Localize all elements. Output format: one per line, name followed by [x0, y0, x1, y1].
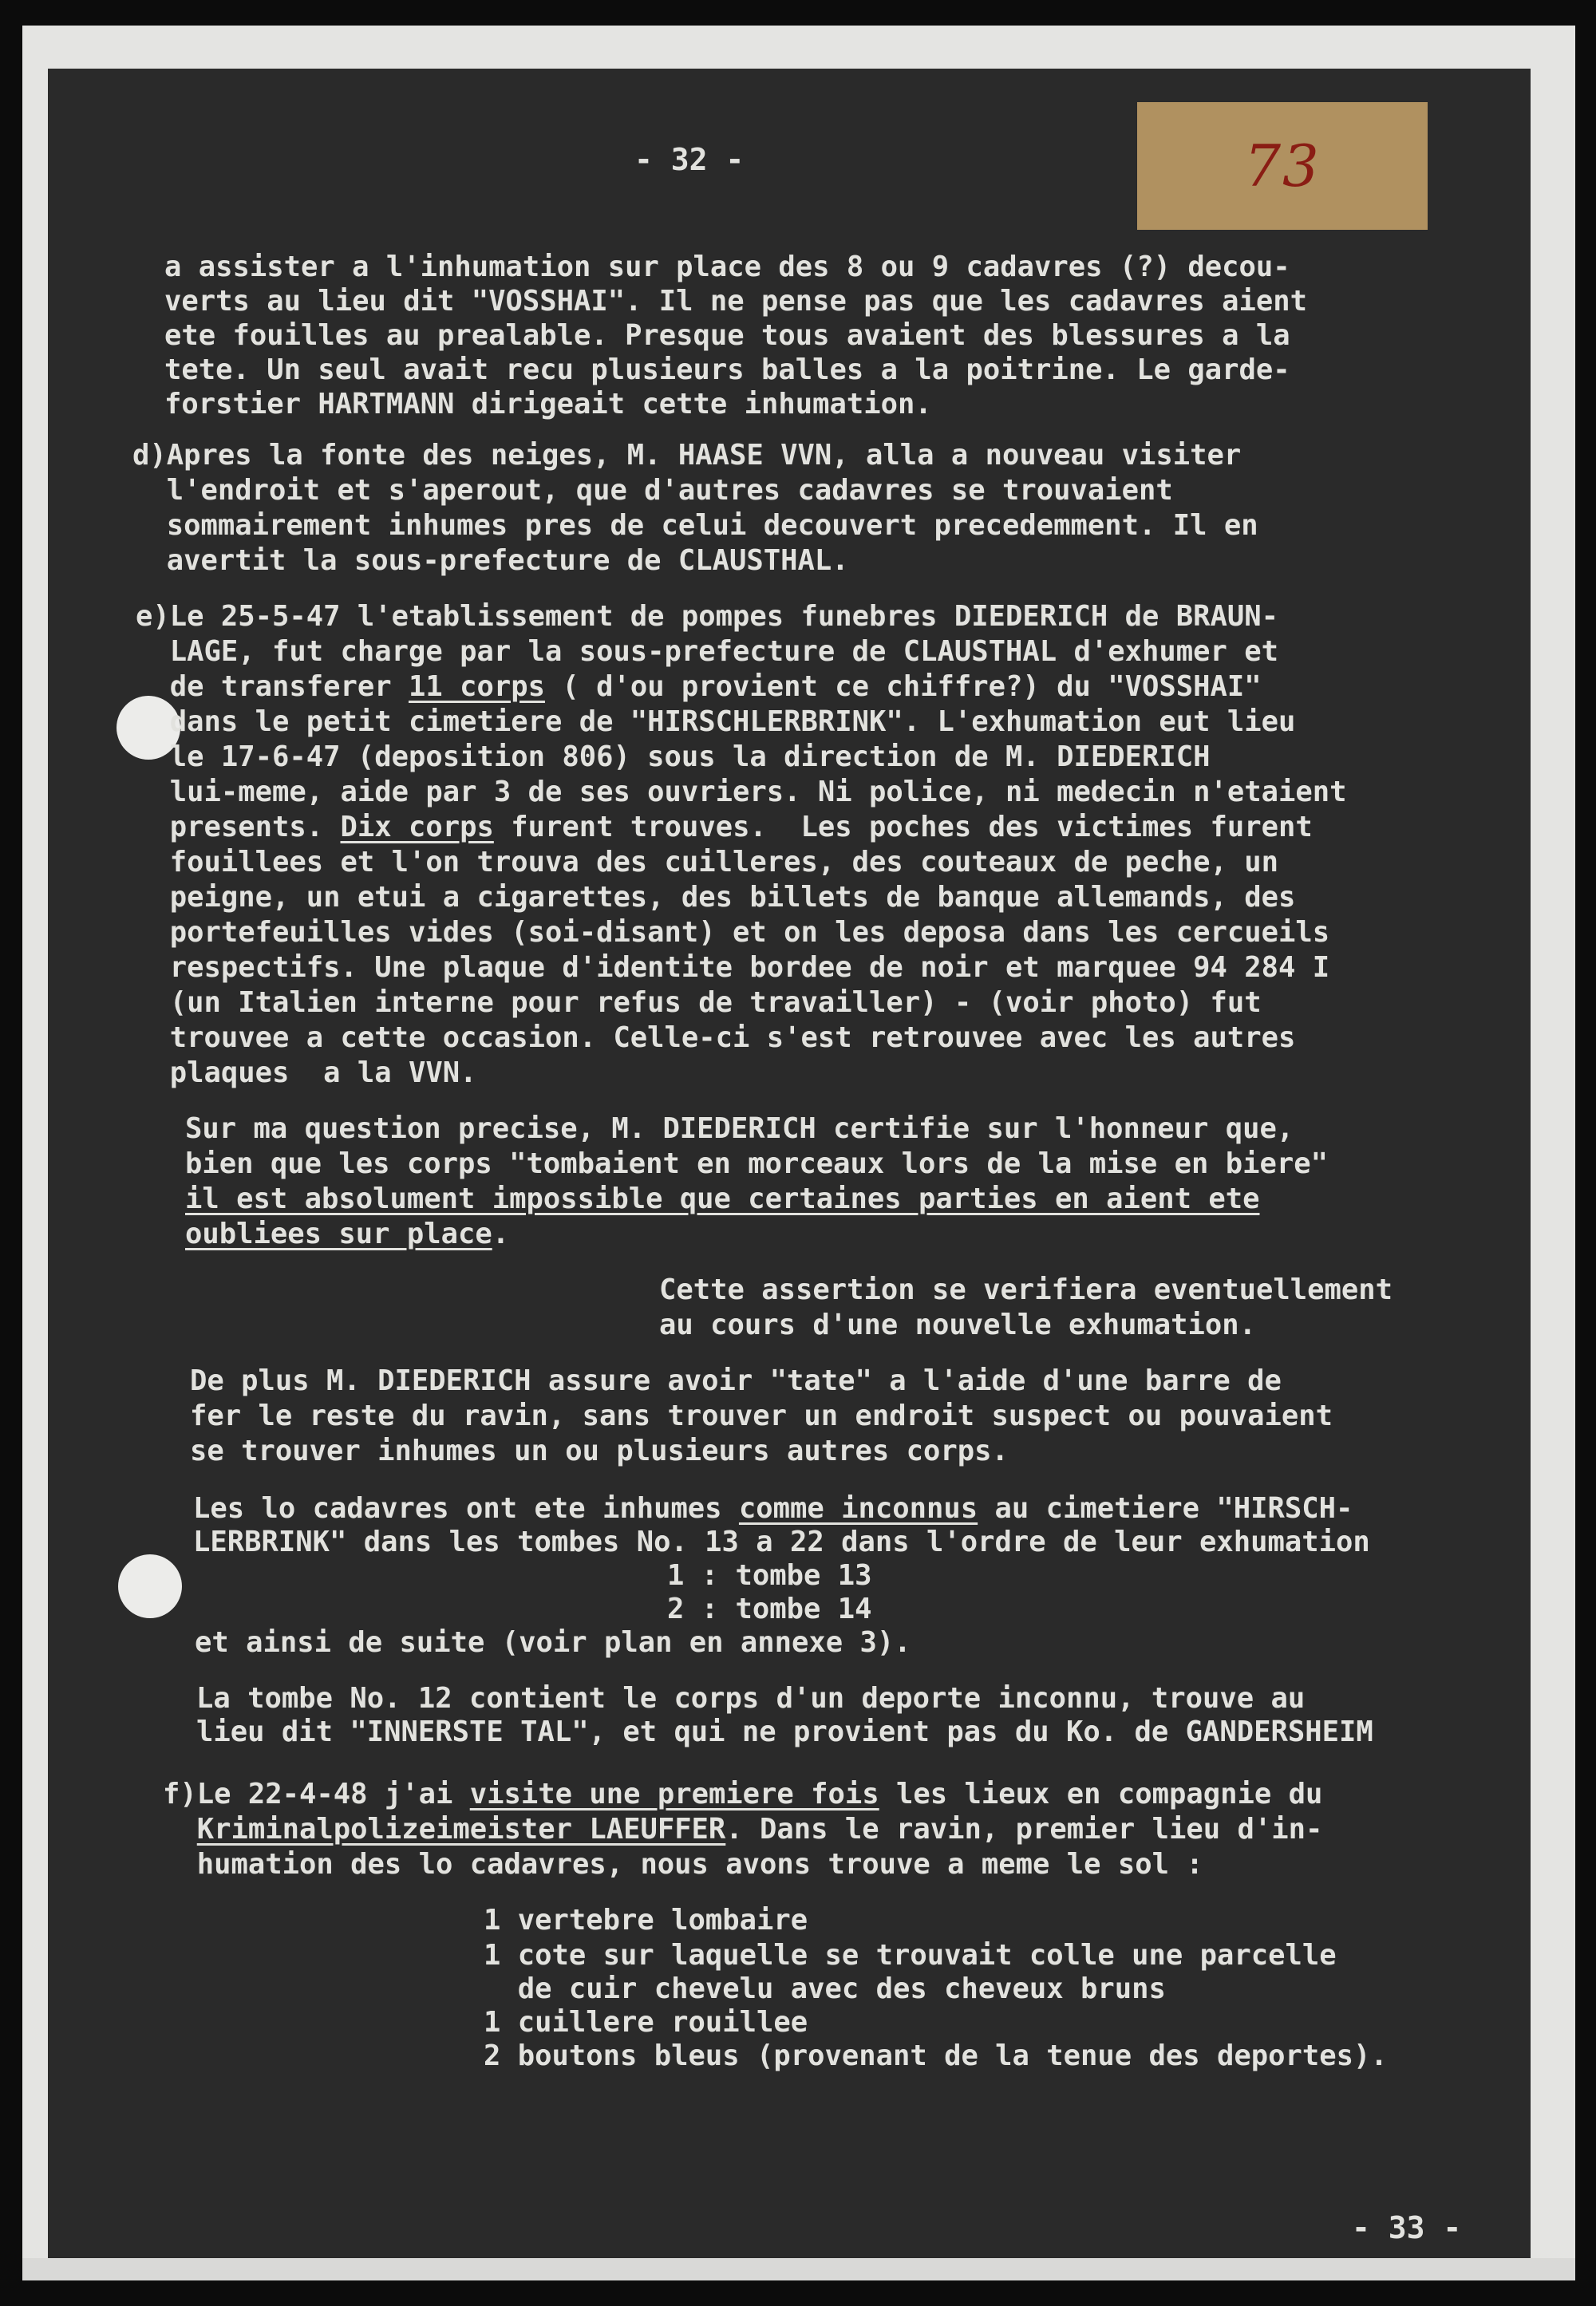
text-line: et ainsi de suite (voir plan en annexe 3).: [195, 1626, 911, 1659]
list-item: 1 vertebre lombaire: [484, 1904, 808, 1937]
text-line: presents. Dix corps furent trouves. Les poches des victimes furent: [136, 811, 1313, 843]
underlined-text: Dix corps: [340, 811, 494, 843]
text-line: peigne, un etui a cigarettes, des billets de banque allemands, des: [136, 881, 1296, 914]
text-line: sommairement inhumes pres de celui decouvert precedemment. Il en: [132, 509, 1258, 542]
text-line: bien que les corps "tombaient en morceaux lors de la mise en biere": [185, 1147, 1328, 1180]
next-page-number: - 33 -: [1352, 2210, 1462, 2245]
text-line: plaques a la VVN.: [136, 1056, 477, 1089]
text-line: respectifs. Une plaque d'identite bordee de noir et marquee 94 284 I: [136, 951, 1330, 984]
underlined-text: comme inconnus: [738, 1492, 978, 1525]
text-line: tete. Un seul avait recu plusieurs balles a la poitrine. Le garde-: [164, 353, 1290, 386]
underlined-text: 11 corps: [408, 670, 545, 703]
text-line: LAGE, fut charge par la sous-prefecture de CLAUSTHAL d'exhumer et: [136, 635, 1278, 668]
text-line: l'endroit et s'aperout, que d'autres cadavres se trouvaient: [132, 474, 1173, 507]
archive-number-tag: [1137, 102, 1428, 230]
text-line: LERBRINK" dans les tombes No. 13 a 22 dans l'ordre de leur exhumation: [193, 1526, 1370, 1558]
text-line: il est absolument impossible que certaines parties en aient ete: [185, 1183, 1260, 1215]
text-line: lieu dit "INNERSTE TAL", et qui ne provient pas du Ko. de GANDERSHEIM: [196, 1716, 1373, 1748]
list-item: 2 boutons bleus (provenant de la tenue des deportes).: [484, 2039, 1388, 2072]
text-line: f)Le 22-4-48 j'ai visite une premiere fois les lieux en compagnie du: [163, 1778, 1323, 1810]
text-line: Les lo cadavres ont ete inhumes comme inconnus au cimetiere "HIRSCH-: [193, 1492, 1353, 1525]
frame-edge: [22, 2258, 1575, 2280]
list-item: de cuir chevelu avec des cheveux bruns: [484, 1972, 1166, 2005]
underlined-text: Kriminalpolizeimeister LAEUFFER: [196, 1813, 726, 1846]
text-line: oubliees sur place.: [185, 1218, 510, 1250]
underlined-text: oubliees sur place: [185, 1218, 492, 1250]
text-line: lui-meme, aide par 3 de ses ouvriers. Ni police, ni medecin n'etaient: [136, 776, 1347, 808]
text-line: avertit la sous-prefecture de CLAUSTHAL.: [132, 544, 849, 577]
list-item: 1 cote sur laquelle se trouvait colle une parcelle: [484, 1939, 1337, 1972]
text-line: fouillees et l'on trouva des cuilleres, des couteaux de peche, un: [136, 846, 1278, 879]
text-line: d)Apres la fonte des neiges, M. HAASE VVN, alla a nouveau visiter: [132, 439, 1242, 472]
text-line: humation des lo cadavres, nous avons trouve a meme le sol :: [163, 1848, 1203, 1881]
text-line: 2 : tombe 14: [667, 1593, 872, 1625]
text-line: trouvee a cette occasion. Celle-ci s'est retrouvee avec les autres: [136, 1021, 1296, 1054]
punch-hole: [118, 1554, 182, 1618]
page-number: - 32 -: [634, 142, 745, 177]
underlined-text: visite une premiere fois: [469, 1778, 879, 1810]
text-line: portefeuilles vides (soi-disant) et on les deposa dans les cercueils: [136, 916, 1330, 949]
archive-number: 73: [1244, 132, 1321, 199]
text-line: de transferer 11 corps ( d'ou provient ce chiffre?) du "VOSSHAI": [136, 670, 1262, 703]
text-line: Kriminalpolizeimeister LAEUFFER. Dans le ravin, premier lieu d'in-: [196, 1813, 1323, 1846]
text-line: se trouver inhumes un ou plusieurs autres corps.: [190, 1435, 1009, 1467]
text-line: ete fouilles au prealable. Presque tous avaient des blessures a la: [164, 319, 1290, 352]
text-line: Sur ma question precise, M. DIEDERICH certifie sur l'honneur que,: [185, 1112, 1294, 1145]
text-line: (un Italien interne pour refus de travailler) - (voir photo) fut: [136, 986, 1262, 1019]
text-line: fer le reste du ravin, sans trouver un endroit suspect ou pouvaient: [190, 1400, 1333, 1432]
text-line: e)Le 25-5-47 l'etablissement de pompes funebres DIEDERICH de BRAUN-: [136, 600, 1278, 633]
text-line: le 17-6-47 (deposition 806) sous la direction de M. DIEDERICH: [136, 740, 1211, 773]
text-line: verts au lieu dit "VOSSHAI". Il ne pense pas que les cadavres aient: [164, 285, 1307, 318]
text-line: De plus M. DIEDERICH assure avoir "tate" a l'aide d'une barre de: [190, 1364, 1282, 1397]
text-line: au cours d'une nouvelle exhumation.: [659, 1309, 1257, 1341]
text-line: dans le petit cimetiere de "HIRSCHLERBRINK". L'exhumation eut lieu: [136, 705, 1296, 738]
text-line: a assister a l'inhumation sur place des 8 ou 9 cadavres (?) decou-: [164, 251, 1290, 283]
list-item: 1 cuillere rouillee: [484, 2006, 808, 2039]
text-line: La tombe No. 12 contient le corps d'un deporte inconnu, trouve au: [196, 1682, 1306, 1715]
text-line: forstier HARTMANN dirigeait cette inhumation.: [164, 388, 932, 421]
text-line: 1 : tombe 13: [667, 1559, 872, 1592]
text-line: Cette assertion se verifiera eventuellement: [659, 1273, 1393, 1306]
